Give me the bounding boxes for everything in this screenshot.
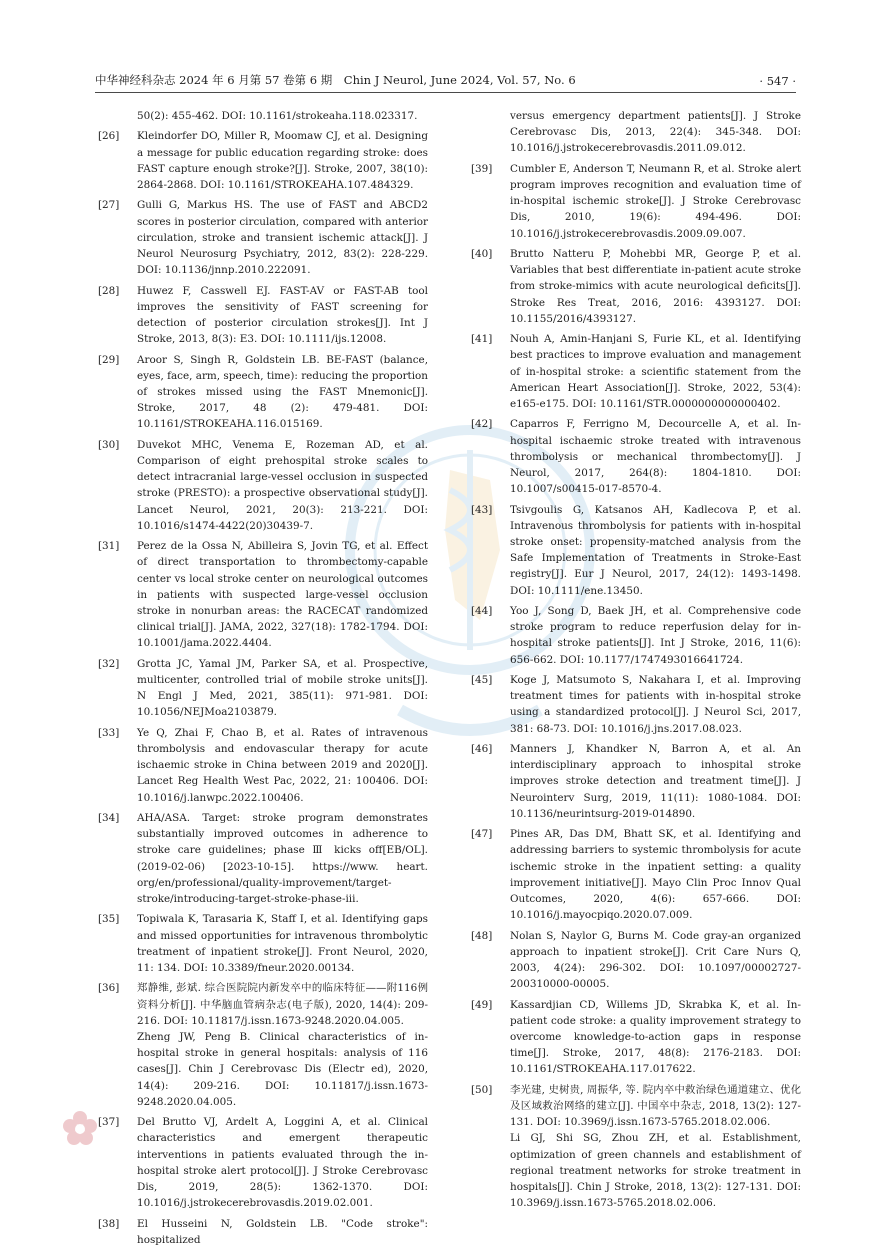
reference-text: AHA/ASA. Target: stroke program demonstrates substantially improved outcomes in adherence to stroke care guidelines; phase Ⅲ kicks off[EB/OL]. (2019-02-06) [2023-10-15]. https://www. heart. org/en/professional/quality-improvement/target-stroke/introducing-target-stroke-phase-iii. <box>137 812 428 906</box>
reference-entry <box>98 980 428 1110</box>
reference-number: [33] <box>98 726 120 739</box>
reference-english-translation: Zheng JW, Peng B. Clinical characteristics of in-hospital stroke in general hospitals: analysis of 116 cases[J]. Chin J Cerebrovasc Dis (Electr ed), 2020, 14(4): 209-216. DOI: 10.11817/j.issn.1673-9248.2020.04.005. <box>137 1031 428 1108</box>
reference-number: [46] <box>471 743 493 756</box>
reference-text: 李光建, 史树贵, 周振华, 等. 院内卒中救治绿色通道建立、优化及区域救治网络的建立[J]. 中国卒中杂志, 2018, 13(2): 127-131. DOI: 10.3969/j.issn.1673-5765.2018.02.006. <box>510 1083 801 1129</box>
reference-number: [28] <box>98 284 120 297</box>
reference-entry <box>98 538 428 651</box>
reference-text: Duvekot MHC, Venema E, Rozeman AD, et al. Comparison of eight prehospital stroke scales to detect intracranial large-vessel occlusion in suspected stroke (PRESTO): a prospective observational study[J]. Lancet Neurol, 2021, 20(3): 213-221. DOI: 10.1016/s1474-4422(20)30439-7. <box>137 438 428 532</box>
reference-text: Caparros F, Ferrigno M, Decourcelle A, et al. In-hospital ischaemic stroke treated with intravenous thrombolysis or mechanical thrombectomy[J]. J Neurol, 2017, 264(8): 1804-1810. DOI: 10.1007/s00415-017-8570-4. <box>510 418 801 496</box>
reference-text: Perez de la Ossa N, Abilleira S, Jovin TG, et al. Effect of direct transportation to thrombectomy-capable center vs local stroke center on neurological outcomes in patients with suspected large-vessel occlusion stroke in nonurban areas: the RACECAT randomized clinical trial[J]. JAMA, 2022, 327(18): 1782-1794. DOI: 10.1001/jama.2022.4404. <box>137 540 428 650</box>
reference-entry <box>471 502 801 599</box>
reference-text: Del Brutto VJ, Ardelt A, Loggini A, et al. Clinical characteristics and emergent therapeutic interventions in patients evaluated through the in-hospital stroke alert protocol[J]. J Stroke Cerebrovasc Dis, 2019, 28(5): 1362-1370. DOI: 10.1016/j.jstrokecerebrovasdis.2019.02.001. <box>137 1116 428 1210</box>
reference-text: 郑静维, 彭斌. 综合医院院内新发卒中的临床特征——附116例资料分析[J]. 中华脑血管病杂志(电子版), 2020, 14(4): 209-216. DOI: 10.11817/j.issn.1673-9248.2020.04.005. <box>137 982 428 1027</box>
reference-text: Kleindorfer DO, Miller R, Moomaw CJ, et al. Designing a message for public education regarding stroke: does FAST capture enough stroke?[J]. Stroke, 2007, 38(10): 2864-2868. DOI: 10.1161/STROKEAHA.107.484329. <box>137 130 428 191</box>
reference-text: Huwez F, Casswell EJ. FAST-AV or FAST-AB tool improves the sensitivity of FAST screening for detection of posterior circulation strokes[J]. Int J Stroke, 2013, 8(3): E3. DOI: 10.1111/ijs.12008. <box>137 284 428 346</box>
reference-number: [39] <box>471 162 493 175</box>
reference-text: Nolan S, Naylor G, Burns M. Code gray-an organized approach to inpatient stroke[J]. Crit Care Nurs Q, 2003, 4(24): 296-302. DOI: 10.1097/00002727-200310000-00005. <box>510 929 801 991</box>
reference-number: [45] <box>471 674 493 687</box>
reference-text: Cumbler E, Anderson T, Neumann R, et al. Stroke alert program improves recognition and evaluation time of in-hospital ischemic stroke[J]. J Stroke Cerebrovasc Dis, 2010, 19(6): 494-496. DOI: 10.1016/j.jstrokecerebrovasdis.2009.09.007. <box>510 162 801 240</box>
reference-number: [29] <box>98 353 120 366</box>
reference-text: Gulli G, Markus HS. The use of FAST and ABCD2 scores in posterior circulation, compared with anterior circulation, stroke and transient ischemic attack[J]. J Neurol Neurosurg Psychiatry, 2012, 83(2): 228-229. DOI: 10.1136/jnnp.2010.222091. <box>137 199 428 277</box>
reference-entry <box>98 911 428 976</box>
page-number: · 547 · <box>759 74 796 88</box>
reference-entry <box>98 810 428 907</box>
reference-entry <box>471 997 801 1078</box>
reference-number: [34] <box>98 812 120 825</box>
reference-number: [41] <box>471 333 493 346</box>
reference-entry <box>98 128 428 193</box>
reference-number: [26] <box>98 130 120 143</box>
publisher-logo <box>60 1108 480 1148</box>
reference-number: [37] <box>98 1116 120 1129</box>
reference-number: [49] <box>471 998 493 1011</box>
reference-number: [36] <box>98 982 120 995</box>
reference-entry <box>98 725 428 806</box>
reference-text: Grotta JC, Yamal JM, Parker SA, et al. Prospective, multicenter, controlled trial of mobile stroke units[J]. N Engl J Med, 2021, 385(11): 971-981. DOI: 10.1056/NEJMoa2103879. <box>137 657 428 719</box>
reference-column-right <box>471 108 801 1216</box>
reference-entry <box>471 246 801 327</box>
reference-number: [40] <box>471 248 493 260</box>
reference-entry <box>471 161 801 242</box>
reference-number: [44] <box>471 605 493 618</box>
reference-entry <box>98 283 428 348</box>
running-header <box>95 70 796 93</box>
reference-text: Yoo J, Song D, Baek JH, et al. Comprehensive code stroke program to reduce reperfusion delay for in-hospital stroke patients[J]. Int J Stroke, 2016, 11(6): 656-662. DOI: 10.1177/1747493016641724. <box>510 605 801 666</box>
reference-entry <box>98 437 428 534</box>
reference-text: Koge J, Matsumoto S, Nakahara I, et al. Improving treatment times for patients with in-hospital stroke using a standardized protocol[J]. J Neurol Sci, 2017, 381: 68-73. DOI: 10.1016/j.jns.2017.08.023. <box>510 674 801 735</box>
reference-text: 50(2): 455-462. DOI: 10.1161/strokeaha.118.023317. <box>137 110 418 122</box>
reference-number: [30] <box>98 438 120 451</box>
reference-text: El Husseini N, Goldstein LB. "Code stroke": hospitalized <box>137 1217 428 1246</box>
reference-english-translation: Li GJ, Shi SG, Zhou ZH, et al. Establishment, optimization of green channels and establishment of regional treatment networks for stroke treatment in hospitals[J]. Chin J Stroke, 2018, 13(2): 127-131. DOI: 10.3969/j.issn.1673-5765.2018.02.006. <box>510 1132 801 1210</box>
reference-text: Topiwala K, Tarasaria K, Staff I, et al. Identifying gaps and missed opportunities for intravenous thrombolytic treatment of inpatient stroke[J]. Front Neurol, 2020, 11: 134. DOI: 10.3389/fneur.2020.00134. <box>137 913 428 975</box>
reference-text: Pines AR, Das DM, Bhatt SK, et al. Identifying and addressing barriers to systemic thrombolysis for acute ischemic stroke in the inpatient setting: a quality improvement initiative[J]. Mayo Clin Proc Innov Qual Outcomes, 2020, 4(6): 657-666. DOI: 10.1016/j.mayocpiqo.2020.07.009. <box>510 828 801 922</box>
reference-text: Ye Q, Zhai F, Chao B, et al. Rates of intravenous thrombolysis and endovascular therapy for acute ischaemic stroke in China between 2019 and 2020[J]. Lancet Reg Health West Pac, 2022, 21: 100406. DOI: 10.1016/j.lanwpc.2022.100406. <box>137 726 428 804</box>
reference-number: [31] <box>98 540 120 553</box>
reference-entry <box>98 352 428 433</box>
reference-entry <box>471 416 801 497</box>
reference-column-left <box>98 108 428 1252</box>
reference-number: [27] <box>98 199 120 212</box>
reference-text: Manners J, Khandker N, Barron A, et al. An interdisciplinary approach to inhospital stroke improves stroke detection and treatment time[J]. J Neurointerv Surg, 2019, 11(11): 1080-1084. DOI: 10.1136/neurintsurg-2019-014890. <box>510 743 801 820</box>
reference-text: Kassardjian CD, Willems JD, Skrabka K, et al. In-patient code stroke: a quality improvement strategy to overcome knowledge-to-action gaps in response time[J]. Stroke, 2017, 48(8): 2176-2183. DOI: 10.1161/STROKEAHA.117.017622. <box>510 998 801 1076</box>
reference-number: [43] <box>471 503 493 516</box>
reference-text: Nouh A, Amin-Hanjani S, Furie KL, et al. Identifying best practices to improve evaluation and management of in-hospital stroke: a scientific statement from the American Heart Association[J]. Stroke, 2022, 53(4): e165-e175. DOI: 10.1161/STR.0000000000000402. <box>510 333 801 411</box>
journal-citation: 中华神经科杂志 2024 年 6 月第 57 卷第 6 期 Chin J Neurol, June 2024, Vol. 57, No. 6 <box>95 73 576 87</box>
reference-entry <box>98 197 428 278</box>
reference-entry <box>471 741 801 822</box>
reference-number: [35] <box>98 913 120 926</box>
reference-entry <box>98 108 428 124</box>
reference-number: [47] <box>471 828 493 841</box>
reference-entry <box>471 826 801 923</box>
flower-logo-icon <box>60 1108 100 1148</box>
reference-text: Aroor S, Singh R, Goldstein LB. BE-FAST (balance, eyes, face, arm, speech, time): reducing the proportion of strokes missed using the FAST Mnemonic[J]. Stroke, 2017, 48 (2): 479-481. DOI: 10.1161/STROKEAHA.116.015169. <box>137 353 428 431</box>
reference-entry <box>471 603 801 668</box>
reference-number: [48] <box>471 929 493 942</box>
reference-entry <box>471 672 801 737</box>
reference-entry <box>98 656 428 721</box>
reference-entry <box>98 1216 428 1248</box>
reference-number: [32] <box>98 657 120 670</box>
reference-text: versus emergency department patients[J]. J Stroke Cerebrovasc Dis, 2013, 22(4): 345-348. DOI: 10.1016/j.jstrokecerebrovasdis.2011.09.012. <box>510 110 801 155</box>
reference-entry <box>471 1082 801 1212</box>
reference-number: [50] <box>471 1083 493 1096</box>
reference-text: Brutto Natteru P, Mohebbi MR, George P, et al. Variables that best differentiate in-patient acute stroke from stroke-mimics with acute neurological deficits[J]. Stroke Res Treat, 2016, 2016: 4393127. DOI: 10.1155/2016/4393127. <box>510 248 801 325</box>
reference-entry <box>471 331 801 412</box>
reference-entry <box>471 928 801 993</box>
reference-number: [38] <box>98 1217 120 1230</box>
reference-number: [42] <box>471 418 493 431</box>
reference-text: Tsivgoulis G, Katsanos AH, Kadlecova P, et al. Intravenous thrombolysis for patients with in-hospital stroke onset: propensity-matched analysis from the Safe Implementation of Treatments in Stroke-East registry[J]. Eur J Neurol, 2017, 24(12): 1493-1498. DOI: 10.1111/ene.13450. <box>510 503 801 597</box>
reference-entry <box>471 108 801 157</box>
